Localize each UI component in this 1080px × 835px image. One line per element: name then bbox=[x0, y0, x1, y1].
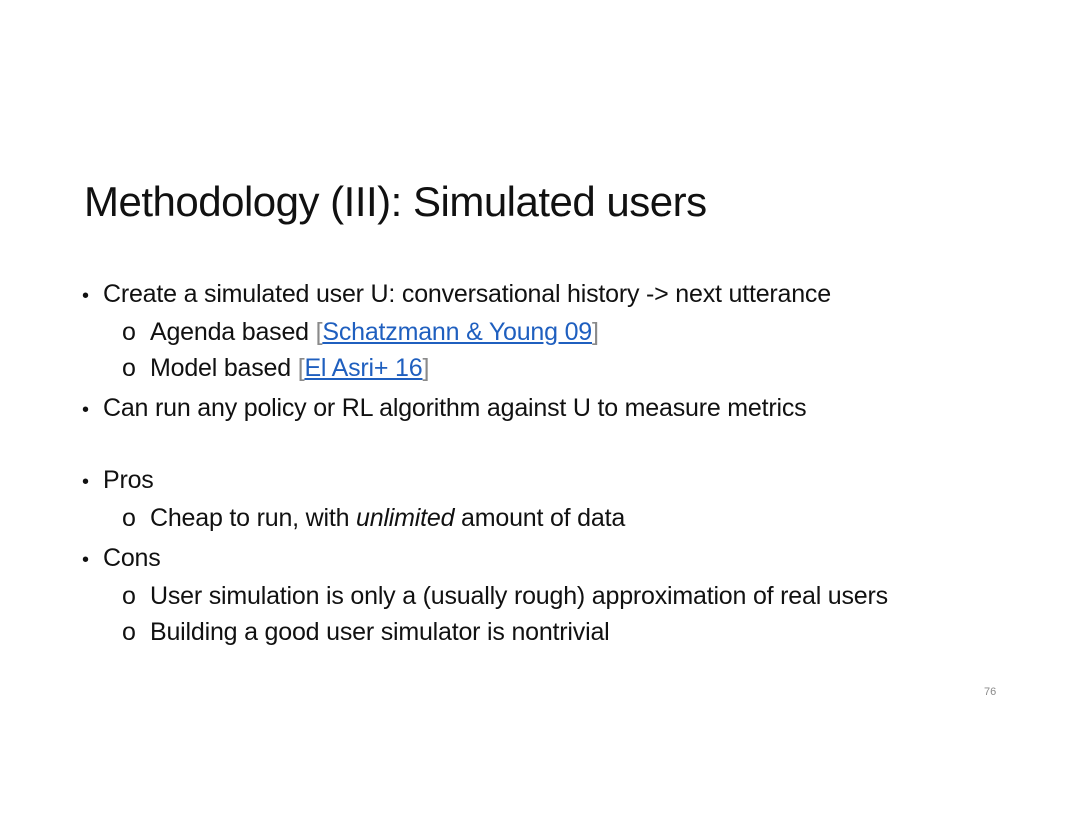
bullet-run-policy bbox=[82, 390, 1042, 428]
bullet-cons bbox=[82, 540, 1042, 578]
bullet-text: Cons bbox=[103, 544, 161, 572]
bracket-close: ] bbox=[422, 354, 430, 382]
bullet-icon: • bbox=[82, 549, 89, 571]
sub-bullet-model bbox=[82, 350, 1042, 386]
bullet-text: Pros bbox=[103, 466, 154, 494]
sub-bullet-agenda bbox=[82, 314, 1042, 350]
sub-bullet-icon: o bbox=[122, 618, 136, 646]
sub-bullet-text: Building a good user simulator is nontrivial bbox=[150, 618, 610, 646]
spacer bbox=[82, 428, 1042, 462]
slide-title: Methodology (III): Simulated users bbox=[84, 178, 707, 225]
bullet-icon: • bbox=[82, 285, 89, 307]
page-number: 76 bbox=[984, 686, 997, 698]
bracket-open: [ bbox=[315, 318, 323, 346]
sub-bullet-text: Cheap to run, with bbox=[150, 504, 357, 532]
bullet-icon: • bbox=[82, 399, 89, 421]
bullet-icon: • bbox=[82, 471, 89, 493]
sub-bullet-text: Agenda based bbox=[150, 318, 316, 346]
sub-bullet-cons-approximation bbox=[82, 578, 1042, 614]
bullet-text: Can run any policy or RL algorithm against U to measure metrics bbox=[103, 394, 807, 422]
sub-bullet-text: User simulation is only a (usually rough) approximation of real users bbox=[150, 582, 888, 610]
bracket-open: [ bbox=[297, 354, 305, 382]
sub-bullet-icon: o bbox=[122, 504, 136, 532]
citation-link-el-asri[interactable]: El Asri+ 16 bbox=[304, 354, 423, 382]
bullet-create-user bbox=[82, 276, 1042, 314]
bullet-pros bbox=[82, 462, 1042, 500]
sub-bullet-icon: o bbox=[122, 582, 136, 610]
sub-bullet-pros-cheap bbox=[82, 500, 1042, 536]
bullet-text: Create a simulated user U: conversational history -> next utterance bbox=[103, 280, 831, 308]
emphasis-text: unlimited bbox=[356, 504, 455, 532]
slide-body bbox=[82, 276, 1042, 650]
bracket-close: ] bbox=[592, 318, 599, 346]
sub-bullet-icon: o bbox=[122, 354, 136, 382]
sub-bullet-text: amount of data bbox=[454, 504, 626, 532]
sub-bullet-cons-nontrivial bbox=[82, 614, 1042, 650]
citation-link-schatzmann[interactable]: Schatzmann & Young 09 bbox=[322, 318, 592, 346]
sub-bullet-icon: o bbox=[122, 318, 136, 346]
sub-bullet-text: Model based bbox=[150, 354, 298, 382]
